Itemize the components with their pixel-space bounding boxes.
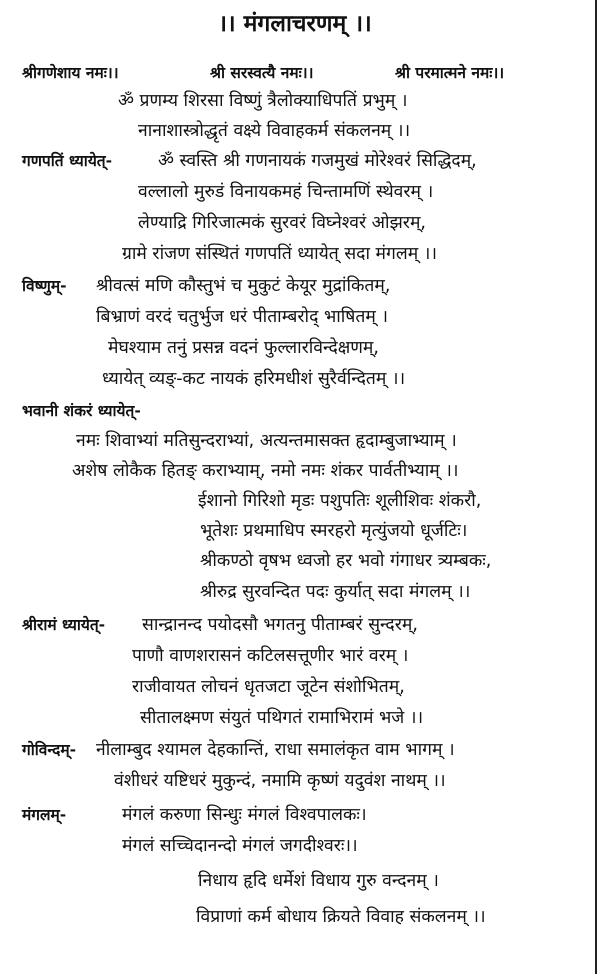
verse-line: नमः शिवाभ्यां मतिसुन्दराभ्यां, अत्यन्तमासक्त हृदाम्बुजाभ्याम् ।: [76, 431, 457, 451]
section-label-vishnu: विष्णुम्-: [22, 277, 67, 295]
salutation-paramatma: श्री परमात्मने नमः।।: [395, 64, 505, 82]
section-label-ganapati: गणपतिं ध्यायेत्-: [22, 152, 113, 170]
verse-line: निधाय हृदि धर्मेशं विधाय गुरु वन्दनम् ।: [198, 871, 439, 891]
verse-line: विप्राणां कर्म बोधाय क्रियते विवाह संकलनम् ।।: [196, 907, 486, 927]
section-label-ram: श्रीरामं ध्यायेत्-: [22, 616, 106, 634]
section-label-govinda: गोविन्दम्-: [22, 741, 77, 759]
verse-line: वल्लालो मुरुडं विनायकमहं चिन्तामणिं स्थेवरम् ।: [138, 182, 434, 202]
section-label-mangalam: मंगलम्-: [22, 806, 67, 824]
verse-line: बिभ्राणं वरदं चतुर्भुज धरं पीताम्बरोद् भाषितम् ।: [96, 307, 389, 327]
verse-line: श्रीकण्ठो वृषभ ध्वजो हर भवो गंगाधर त्र्यम्बकः,: [200, 551, 492, 571]
intro-line: ॐ प्रणम्य शिरसा विष्णुं त्रैलोक्याधिपतिं प्रभुम् ।: [118, 91, 408, 111]
verse-line: अशेष लोकैक हितङ् कराभ्याम्, नमो नमः शंकर पार्वतीभ्याम् ।।: [72, 461, 459, 481]
verse-line: भूतेशः प्रथमाधिप स्मरहरो मृत्युंजयो धूर्जटिः।: [200, 521, 468, 541]
verse-line: लेण्याद्रि गिरिजात्मकं सुरवरं विघ्नेश्वरं ओझरम्,: [138, 213, 426, 233]
verse-line: ध्यायेत् व्यङ्-कट नायकं हरिमधीशं सुरैर्वन्दितम् ।।: [102, 369, 406, 389]
verse-line: राजीवायत लोचनं धृतजटा जूटेन संशोभितम्,: [132, 677, 405, 697]
verse-line: नीलाम्बुद श्यामल देहकान्तिं, राधा समालंकृत वाम भागम् ।: [96, 740, 455, 760]
verse-line: सान्द्रानन्द पयोदसौ भगतनु पीताम्बरं सुन्दरम्,: [142, 615, 418, 635]
verse-line: ग्रामे रांजण संस्थितं गणपतिं ध्यायेत् सदा मंगलम् ।।: [122, 244, 438, 264]
verse-line: पाणौ वाणशरासनं कटिलसत्तूणीर भारं वरम् ।: [132, 646, 409, 666]
verse-line: वंशीधरं यष्टिधरं मुकुन्दं, नमामि कृष्णं यदुवंश नाथम् ।।: [114, 771, 446, 791]
verse-line: मेघश्याम तनुं प्रसन्न वदनं फुल्लारविन्देक्षणम्,: [108, 338, 379, 358]
salutation-saraswati: श्री सरस्वत्यै नमः।।: [210, 64, 314, 82]
verse-line: ॐ स्वस्ति श्री गणनायकं गजमुखं मोरेश्वरं सिद्धिदम्,: [158, 151, 477, 171]
page-border: [595, 0, 597, 974]
verse-line: सीतालक्ष्मण संयुतं पथिगतं रामाभिरामं भजे ।।: [140, 708, 424, 728]
salutation-ganesha: श्रीगणेशाय नमः।।: [22, 64, 119, 82]
verse-line: मंगलं सच्चिदानन्दो मंगलं जगदीश्वरः।।: [122, 836, 358, 856]
verse-line: श्रीवत्सं मणि कौस्तुभं च मुकुटं केयूर मुद्रांकितम्,: [96, 276, 391, 296]
section-label-shankar: भवानी शंकरं ध्यायेत्-: [22, 402, 141, 420]
intro-line: नानाशास्त्रोद्धृतं वक्ष्ये विवाहकर्म संकलनम् ।।: [138, 121, 411, 141]
page-title: ।। मंगलाचरणम् ।।: [218, 11, 372, 37]
verse-line: श्रीरुद्र सुरवन्दित पदः कुर्यात् सदा मंगलम् ।।: [200, 582, 471, 602]
verse-line: ईशानो गिरिशो मृडः पशुपतिः शूलीशिवः शंकरौ,: [198, 491, 482, 511]
verse-line: मंगलं करुणा सिन्धुः मंगलं विश्वपालकः।: [122, 805, 367, 825]
